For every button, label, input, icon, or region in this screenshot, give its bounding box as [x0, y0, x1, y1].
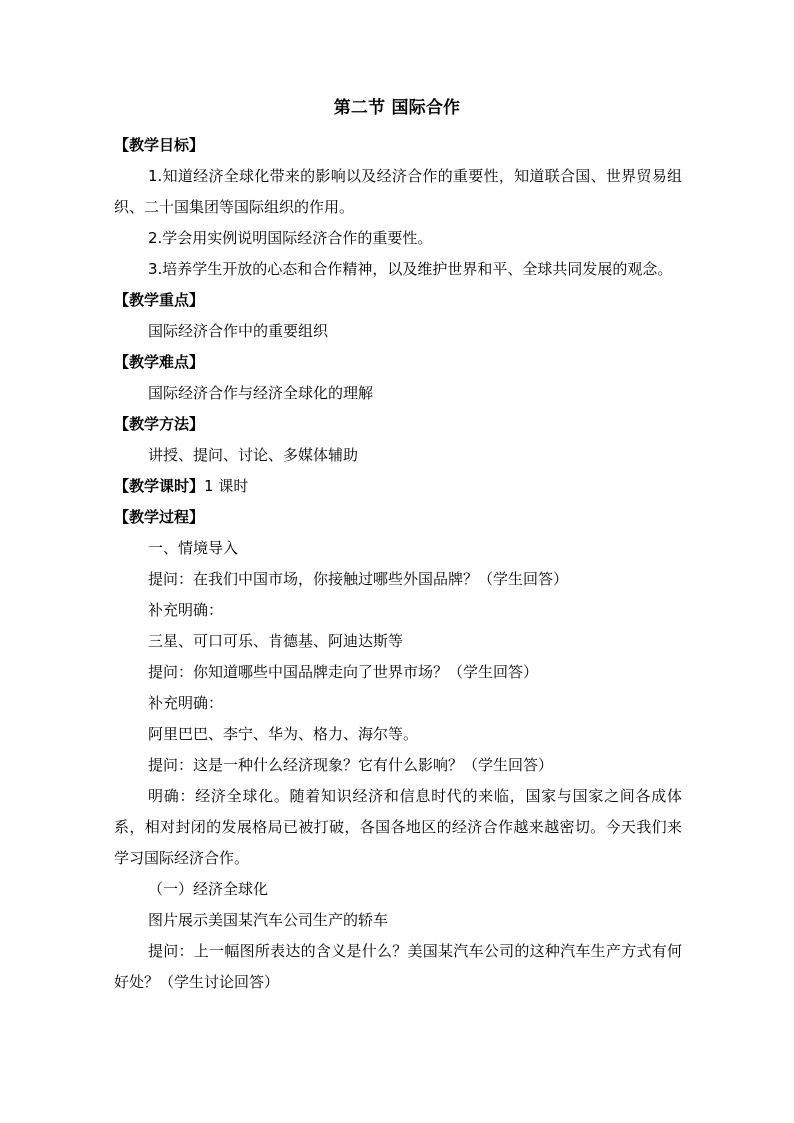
document-title: 第二节 国际合作	[333, 98, 461, 118]
objective-item: 1.知道经济全球化带来的影响以及经济合作的重要性，知道联合国、世界贸易组织、二十国集团等国际组织的作用。	[114, 167, 682, 216]
clarification-paragraph: 明确：经济全球化。随着知识经济和信息时代的来临，国家与国家之间各成体系，相对封闭的发展格局已被打破，各国各地区的经济合作越来越密切。今天我们来学习国际经济合作。	[114, 787, 682, 867]
hours-value: 1 课时	[204, 477, 249, 495]
process-heading: 【教学过程】	[114, 508, 205, 526]
document-body	[114, 130, 682, 998]
question-2: 提问：你知道哪些中国品牌走向了世界市场？（学生回答）	[148, 663, 539, 681]
hours-row	[114, 471, 682, 502]
image-note: 图片展示美国某汽车公司生产的轿车	[148, 911, 389, 929]
methods-text: 讲授、提问、讨论、多媒体辅助	[148, 446, 359, 464]
supplement-label-1: 补充明确：	[148, 601, 224, 619]
question-4: 提问：上一幅图所表达的含义是什么？美国某汽车公司的这种汽车生产方式有何好处？（学生讨论回答）	[114, 942, 682, 991]
methods-heading: 【教学方法】	[114, 415, 205, 433]
intro-heading: 一、情境导入	[148, 539, 239, 557]
answer-2: 阿里巴巴、李宁、华为、格力、海尔等。	[148, 725, 419, 743]
question-1: 提问：在我们中国市场，你接触过哪些外国品牌？（学生回答）	[148, 570, 569, 588]
answer-1: 三星、可口可乐、肯德基、阿迪达斯等	[148, 632, 404, 650]
hours-heading: 【教学课时】	[114, 477, 205, 495]
objectives-heading: 【教学目标】	[114, 136, 205, 154]
objective-item: 2.学会用实例说明国际经济合作的重要性。	[148, 229, 433, 247]
difficulties-heading: 【教学难点】	[114, 353, 205, 371]
difficulties-text: 国际经济合作与经济全球化的理解	[148, 384, 374, 402]
key-points-heading: 【教学重点】	[114, 291, 205, 309]
objective-item: 3.培养学生开放的心态和合作精神，以及维护世界和平、全球共同发展的观念。	[148, 260, 673, 278]
supplement-label-2: 补充明确：	[148, 694, 224, 712]
question-3: 提问：这是一种什么经济现象？它有什么影响？（学生回答）	[148, 756, 554, 774]
key-points-text: 国际经济合作中的重要组织	[148, 322, 329, 340]
subheading-globalization: （一）经济全球化	[148, 880, 269, 898]
